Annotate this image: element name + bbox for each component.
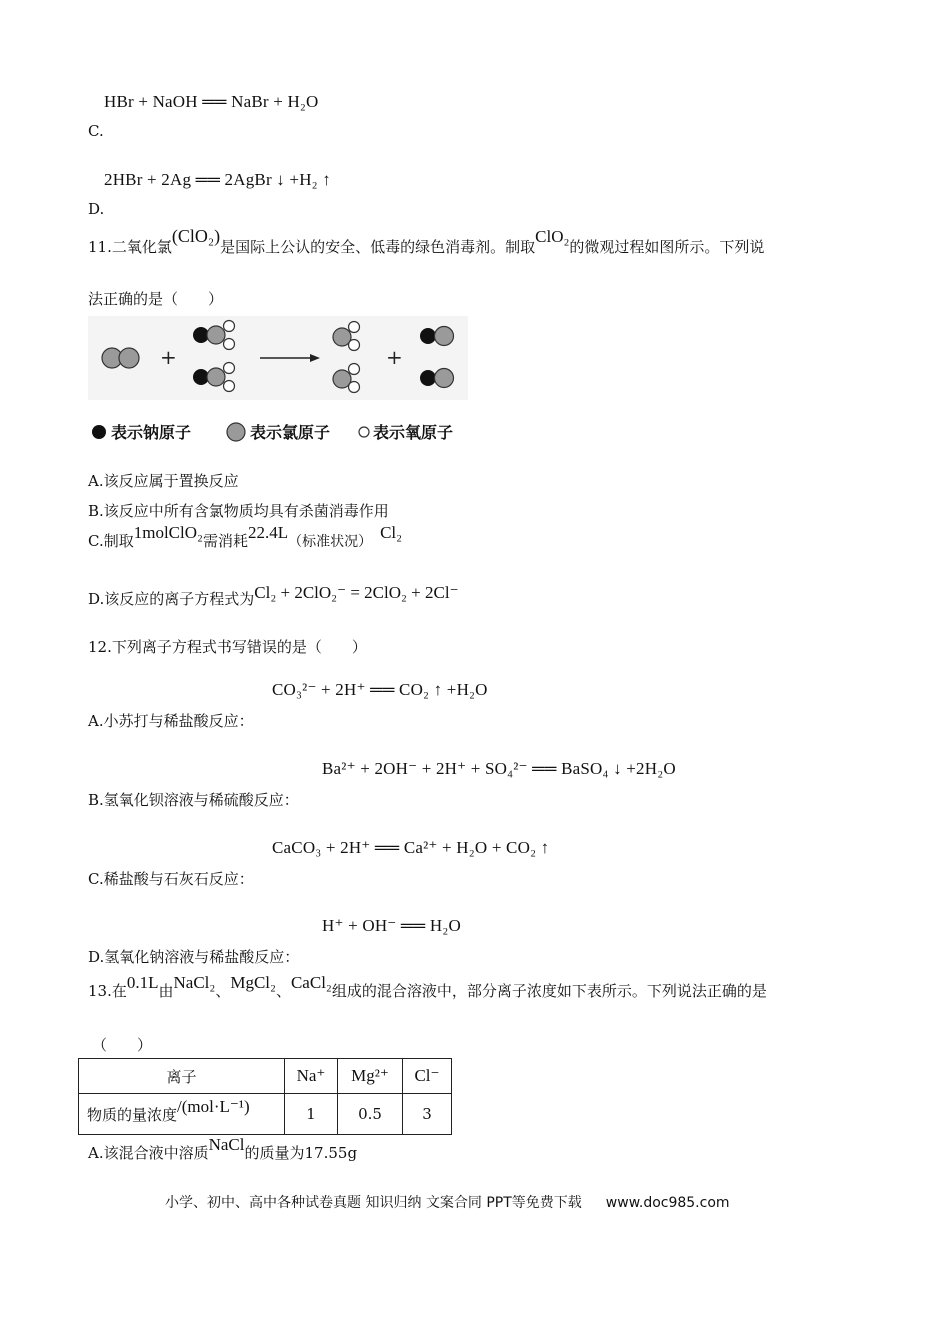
q13-stem-text: 由: [158, 982, 174, 1000]
q11-stem-text: 11.二氧化氯: [88, 238, 172, 256]
ion-concentration-table: [78, 1058, 452, 1135]
q13-solute: CaCl₂: [290, 973, 332, 992]
table-row-label: [79, 1094, 285, 1135]
sodium-legend-swatch: [92, 425, 106, 439]
equation-12c: CaCO₃ + 2H⁺ ══ Ca²⁺ + H₂O + CO₂ ↑: [272, 838, 550, 857]
chlorine-atom: [207, 368, 225, 386]
chlorine-atom: [119, 348, 139, 368]
question-13-stem-line2: （ ）: [92, 1036, 153, 1054]
option-13a-formula: NaCl: [208, 1135, 245, 1154]
equation-10d: 2HBr + 2Ag ══ 2AgBr ↓ +H₂ ↑: [104, 170, 331, 189]
oxygen-legend-label: 表示氧原子: [373, 423, 454, 442]
sodium-chloride-molecule: [420, 327, 454, 346]
option-label-10d: D.: [88, 200, 105, 218]
footer-text: 小学、初中、高中各种试卷真题 知识归纳 文案合同 PPT等免费下载: [165, 1195, 582, 1211]
question-12-stem: 12.下列离子方程式书写错误的是（ ）: [88, 638, 367, 656]
oxygen-atom: [349, 340, 360, 351]
option-11c-text: C.制取: [88, 532, 134, 550]
option-13a-text: A.该混合液中溶质: [88, 1144, 209, 1162]
option-11c-formula: 1molClO₂: [133, 523, 203, 542]
equation-12a: CO₃²⁻ + 2H⁺ ══ CO₂ ↑ +H₂O: [272, 680, 488, 699]
diagram-legend: [92, 423, 453, 442]
option-11d: [88, 583, 459, 609]
q11-stem-text: 是国际上公认的安全、低毒的绿色消毒剂。制取: [220, 238, 536, 256]
q13-stem-text: 组成的混合溶液中，部分离子浓度如下表所示。下列说法正确的是: [331, 982, 767, 1000]
equation-12d: H⁺ + OH⁻ ══ H₂O: [322, 916, 461, 935]
equation-12b: Ba²⁺ + 2OH⁻ + 2H⁺ + SO₄²⁻ ══ BaSO₄ ↓ +2H₂O: [322, 759, 676, 778]
option-12c: C.稀盐酸与石灰石反应：: [88, 870, 254, 888]
equation-10c: HBr + NaOH ══ NaBr + H₂O: [104, 92, 319, 111]
table-row: [79, 1094, 452, 1135]
q13-stem-text: 、: [215, 982, 231, 1000]
sodium-atom: [420, 370, 436, 386]
table-cell: 1: [285, 1094, 338, 1135]
plus-sign: +: [160, 345, 177, 369]
oxygen-legend-swatch: [359, 427, 369, 437]
option-11d-text: D.该反应的离子方程式为: [88, 590, 255, 608]
chlorine-atom: [435, 327, 454, 346]
table-header-cell: Mg²⁺: [338, 1059, 403, 1094]
footer-site-link[interactable]: www.doc985.com: [605, 1195, 730, 1211]
oxygen-atom: [349, 322, 360, 333]
q13-solute: NaCl₂: [173, 973, 216, 992]
option-11d-formula: Cl₂ + 2ClO₂⁻ = 2ClO₂ + 2Cl⁻: [254, 583, 459, 602]
option-12a: A.小苏打与稀盐酸反应：: [88, 712, 254, 730]
q13-stem-text: 13.在: [88, 982, 127, 1000]
option-11c: [88, 523, 403, 551]
q13-stem-text: 、: [275, 982, 291, 1000]
oxygen-atom: [349, 364, 360, 375]
question-11-stem: [88, 226, 765, 257]
option-11c-formula: 22.4L: [247, 523, 289, 542]
table-header-cell: Na⁺: [285, 1059, 338, 1094]
oxygen-atom: [349, 382, 360, 393]
table-row-label-text: 物质的量浓度: [87, 1105, 178, 1124]
option-label-10c: C.: [88, 122, 104, 140]
option-11c-formula: Cl₂: [380, 523, 403, 542]
oxygen-atom: [224, 363, 235, 374]
chlorine-atom: [435, 369, 454, 388]
q11-formula-clo2: ClO₂: [535, 227, 570, 246]
table-row-unit: /(mol·L⁻¹): [177, 1096, 250, 1116]
plus-sign: +: [386, 345, 403, 369]
page-footer: [165, 1192, 730, 1212]
option-11c-text: （标准状况）: [288, 534, 373, 550]
oxygen-atom: [224, 339, 235, 350]
table-cell: 0.5: [338, 1094, 403, 1135]
reaction-diagram: [88, 316, 468, 446]
oxygen-atom: [224, 321, 235, 332]
chlorine-legend-swatch: [227, 423, 245, 441]
sodium-chloride-molecule: [420, 369, 454, 388]
sodium-atom: [420, 328, 436, 344]
question-11-stem-line2: 法正确的是（ ）: [88, 290, 224, 308]
oxygen-atom: [224, 381, 235, 392]
table-header-cell: Cl⁻: [403, 1059, 452, 1094]
option-12d: D.氢氧化钠溶液与稀盐酸反应：: [88, 948, 300, 966]
q11-formula-clo2: (ClO₂): [171, 226, 221, 246]
table-cell: 3: [403, 1094, 452, 1135]
option-13a: [88, 1135, 358, 1163]
option-11a: A.该反应属于置换反应: [88, 472, 239, 490]
option-11b: B.该反应中所有含氯物质均具有杀菌消毒作用: [88, 502, 389, 520]
sodium-legend-label: 表示钠原子: [111, 423, 192, 442]
question-13-stem: [88, 973, 767, 1001]
q13-volume: 0.1L: [126, 973, 159, 992]
option-13a-text: 的质量为17.55g: [244, 1144, 358, 1162]
q11-stem-text: 的微观过程如图所示。下列说: [569, 238, 765, 256]
q13-solute: MgCl₂: [230, 973, 276, 992]
table-header-row: [79, 1059, 452, 1094]
table-header-cell: 离子: [79, 1059, 285, 1094]
chlorine-atom: [207, 326, 225, 344]
option-11c-text: 需消耗: [202, 532, 248, 550]
option-12b: B.氢氧化钡溶液与稀硫酸反应：: [88, 791, 299, 809]
chlorine-legend-label: 表示氯原子: [250, 423, 331, 442]
